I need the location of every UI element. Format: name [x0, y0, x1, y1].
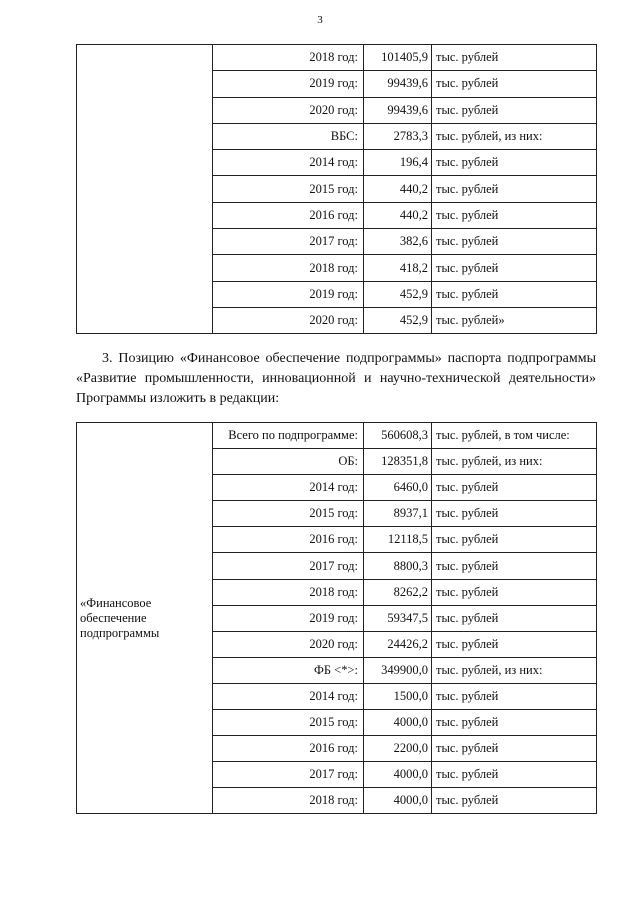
section-label-cell	[77, 45, 213, 334]
subprogram-financing-table	[76, 422, 597, 814]
financing-table-continued	[76, 44, 597, 334]
row-label: 2018 год:	[213, 255, 364, 281]
row-unit: тыс. рублей	[432, 150, 597, 176]
table-row	[77, 45, 597, 71]
row-label: 2014 год:	[213, 150, 364, 176]
row-value: 2783,3	[364, 123, 432, 149]
row-value: 4000,0	[364, 710, 432, 736]
row-value: 8262,2	[364, 579, 432, 605]
row-unit: тыс. рублей	[432, 45, 597, 71]
row-unit: тыс. рублей	[432, 553, 597, 579]
row-unit: тыс. рублей	[432, 605, 597, 631]
row-value: 418,2	[364, 255, 432, 281]
row-label: 2015 год:	[213, 501, 364, 527]
row-label: Всего по подпрограмме:	[213, 423, 364, 449]
row-unit: тыс. рублей	[432, 501, 597, 527]
row-value: 24426,2	[364, 631, 432, 657]
amendment-paragraph	[76, 349, 596, 409]
subprogram-financing-table-body	[77, 423, 597, 814]
row-unit: тыс. рублей	[432, 475, 597, 501]
page-number: 3	[317, 14, 323, 26]
row-unit: тыс. рублей	[432, 788, 597, 814]
row-label: 2016 год:	[213, 527, 364, 553]
row-unit: тыс. рублей	[432, 229, 597, 255]
row-unit: тыс. рублей	[432, 202, 597, 228]
row-value: 6460,0	[364, 475, 432, 501]
row-label: 2018 год:	[213, 579, 364, 605]
row-label: ВБС:	[213, 123, 364, 149]
row-label: 2020 год:	[213, 307, 364, 333]
row-value: 128351,8	[364, 449, 432, 475]
row-value: 99439,6	[364, 71, 432, 97]
row-value: 452,9	[364, 307, 432, 333]
row-label: 2015 год:	[213, 710, 364, 736]
row-unit: тыс. рублей	[432, 683, 597, 709]
row-unit: тыс. рублей, из них:	[432, 123, 597, 149]
row-value: 8937,1	[364, 501, 432, 527]
row-label: 2020 год:	[213, 97, 364, 123]
row-value: 101405,9	[364, 45, 432, 71]
row-label: 2017 год:	[213, 553, 364, 579]
financing-table-continued-body	[77, 45, 597, 334]
row-label: 2018 год:	[213, 788, 364, 814]
row-value: 59347,5	[364, 605, 432, 631]
row-unit: тыс. рублей	[432, 527, 597, 553]
row-unit: тыс. рублей	[432, 176, 597, 202]
amendment-paragraph-text: 3. Позицию «Финансовое обеспечение подпрограммы» паспорта подпрограммы «Развитие промышленности, инновационной и научно-технической деятельности» Программы изложить в редакции:	[76, 351, 596, 406]
row-label: 2014 год:	[213, 475, 364, 501]
row-value: 440,2	[364, 176, 432, 202]
row-label: 2017 год:	[213, 762, 364, 788]
row-unit: тыс. рублей	[432, 281, 597, 307]
row-value: 1500,0	[364, 683, 432, 709]
row-label: 2020 год:	[213, 631, 364, 657]
row-label: 2014 год:	[213, 683, 364, 709]
row-unit: тыс. рублей	[432, 762, 597, 788]
row-unit: тыс. рублей	[432, 736, 597, 762]
row-value: 452,9	[364, 281, 432, 307]
table-row	[77, 423, 597, 449]
row-value: 8800,3	[364, 553, 432, 579]
row-unit: тыс. рублей, из них:	[432, 657, 597, 683]
row-label: ФБ <*>:	[213, 657, 364, 683]
row-unit: тыс. рублей	[432, 71, 597, 97]
row-unit: тыс. рублей	[432, 710, 597, 736]
row-label: 2019 год:	[213, 281, 364, 307]
row-value: 4000,0	[364, 762, 432, 788]
row-value: 440,2	[364, 202, 432, 228]
row-unit: тыс. рублей»	[432, 307, 597, 333]
row-unit: тыс. рублей, из них:	[432, 449, 597, 475]
row-label: ОБ:	[213, 449, 364, 475]
row-label: 2015 год:	[213, 176, 364, 202]
section-label-cell: «Финансовое обеспечение подпрограммы	[77, 423, 213, 814]
row-value: 4000,0	[364, 788, 432, 814]
row-value: 2200,0	[364, 736, 432, 762]
row-label: 2018 год:	[213, 45, 364, 71]
row-value: 560608,3	[364, 423, 432, 449]
row-unit: тыс. рублей	[432, 631, 597, 657]
row-value: 99439,6	[364, 97, 432, 123]
row-label: 2019 год:	[213, 71, 364, 97]
row-value: 12118,5	[364, 527, 432, 553]
row-label: 2017 год:	[213, 229, 364, 255]
row-unit: тыс. рублей, в том числе:	[432, 423, 597, 449]
row-unit: тыс. рублей	[432, 255, 597, 281]
row-unit: тыс. рублей	[432, 97, 597, 123]
row-value: 196,4	[364, 150, 432, 176]
row-value: 382,6	[364, 229, 432, 255]
row-label: 2016 год:	[213, 202, 364, 228]
row-label: 2016 год:	[213, 736, 364, 762]
row-value: 349900,0	[364, 657, 432, 683]
row-label: 2019 год:	[213, 605, 364, 631]
row-unit: тыс. рублей	[432, 579, 597, 605]
